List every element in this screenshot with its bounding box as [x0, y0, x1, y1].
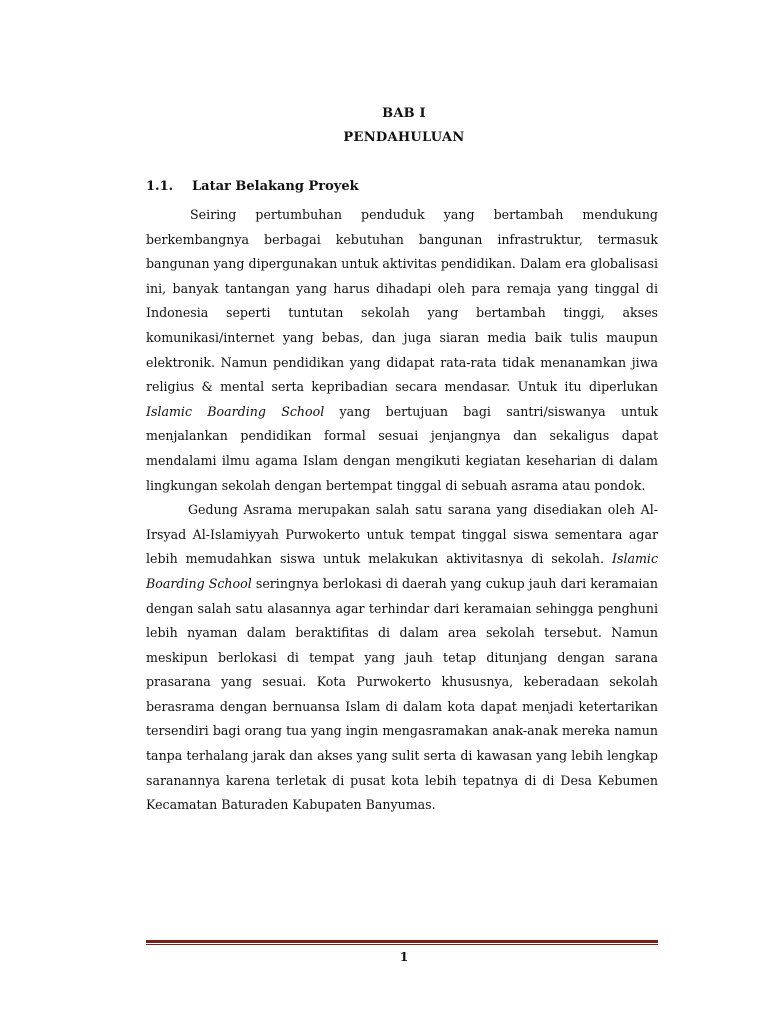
footer-rule [146, 940, 658, 945]
paragraph-1-text-b: yang bertujuan bagi santri/siswanya untuk menjalankan pendidikan formal sesuai jenjangnya dan sekaligus dapat mendalami ilmu agama Islam dengan mengikuti kegiatan keseharian di dalam lingkungan sekolah dengan bertempat tinggal di sebuah asrama atau pondok. [146, 403, 658, 493]
page-number: 1 [399, 950, 409, 964]
paragraph-2 [146, 498, 658, 818]
section-number: 1.1. [146, 179, 174, 194]
paragraph-2-italic-term: Islamic Boarding School [146, 551, 658, 591]
footer-rule-thin-line [146, 944, 658, 945]
footer-rule-thick-line [146, 940, 658, 943]
paragraph-2-text-b: seringnya berlokasi di daerah yang cukup jauh dari keramaian dengan salah satu alasannya agar terhindar dari keramaian sehingga penghuni lebih nyaman dalam beraktifitas di dalam area sekolah tersebut. Namun meskipun berlokasi di tempat yang jauh tetap ditunjang dengan sarana prasarana yang sesuai. Kota Purwokerto khususnya, keberadaan sekolah berasrama dengan bernuansa Islam di dalam kota dapat menjadi ketertarikan tersendiri bagi orang tua yang ingin mengasramakan anak-anak mereka namun tanpa terhalang jarak dan akses yang sulit serta di kawasan yang lebih lengkap saranannya karena terletak di pusat kota lebih tepatnya di di Desa Kebumen Kecamatan Baturaden Kabupaten Banyumas. [146, 575, 658, 813]
paragraph-1 [146, 203, 658, 498]
section-heading [146, 179, 359, 194]
paragraph-1-italic-term: Islamic Boarding School [146, 403, 325, 419]
chapter-number: BAB I [382, 106, 426, 121]
body-text [146, 203, 658, 818]
chapter-title: PENDAHULUAN [343, 130, 465, 145]
paragraph-2-text-a: Gedung Asrama merupakan salah satu sarana yang disediakan oleh Al-Irsyad Al-Islamiyyah Purwokerto untuk tempat tinggal siswa sementara agar lebih memudahkan siswa untuk melakukan aktivitasnya di sekolah. [146, 502, 658, 567]
section-title: Latar Belakang Proyek [192, 179, 359, 194]
paragraph-1-text-a: Seiring pertumbuhan penduduk yang bertambah mendukung berkembangnya berbagai kebutuhan bangunan infrastruktur, termasuk bangunan yang dipergunakan untuk aktivitas pendidikan. Dalam era globalisasi ini, banyak tantangan yang harus dihadapi oleh para remaja yang tinggal di Indonesia seperti tuntutan sekolah yang bertambah tinggi, akses komunikasi/internet yang bebas, dan juga siaran media baik tulis maupun elektronik. Namun pendidikan yang didapat rata-rata tidak menanamkan jiwa religius & mental serta kepribadian secara mendasar. Untuk itu diperlukan [146, 207, 658, 395]
